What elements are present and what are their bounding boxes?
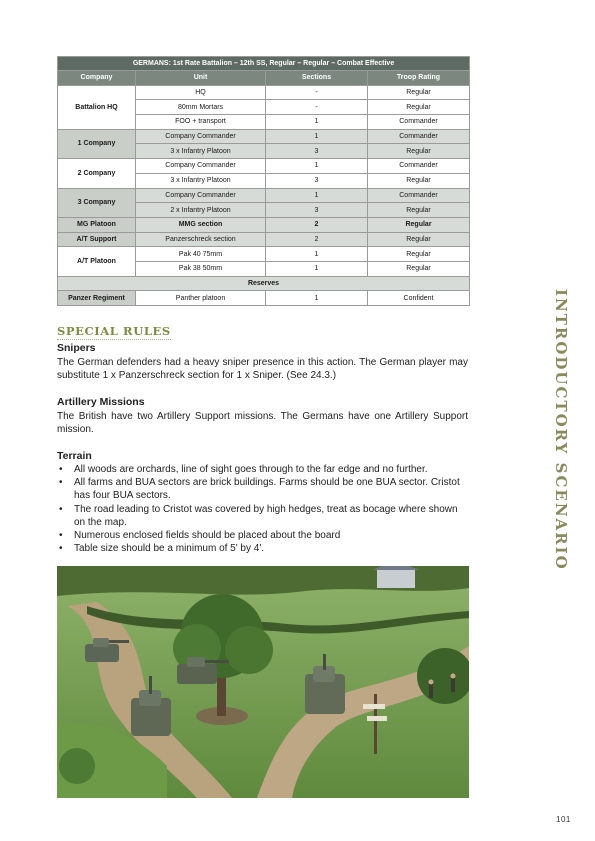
list-item: • All farms and BUA sectors are brick buildings. Farms should be one BUA sector. Cristot has four BUA sectors. (57, 476, 469, 502)
rating-cell: Regular (368, 85, 470, 100)
unit-cell: Company Commander (136, 159, 266, 174)
side-banner-text: INTRODUCTORY SCENARIO (552, 289, 570, 571)
sections-cell: 1 (266, 159, 368, 174)
unit-cell: 3 x Infantry Platoon (136, 144, 266, 159)
rating-cell: Commander (368, 115, 470, 130)
rating-cell: Regular (368, 144, 470, 159)
unit-cell: 2 x Infantry Platoon (136, 203, 266, 218)
table-row (58, 217, 470, 232)
group-1-company: 1 Company (58, 129, 136, 158)
group-battalion-hq: Battalion HQ (58, 85, 136, 129)
unit-cell: Panther platoon (136, 291, 266, 306)
sections-cell: 2 (266, 217, 368, 232)
list-item: • Numerous enclosed fields should be placed about the board (57, 529, 469, 542)
artillery-text: The British have two Artillery Support missions. The Germans have one Artillery Support mission. (57, 411, 468, 435)
column-header-unit: Unit (136, 71, 266, 86)
terrain-heading: Terrain (57, 450, 92, 462)
rating-cell: Regular (368, 232, 470, 247)
sections-cell: 1 (266, 247, 368, 262)
reserves-subheader: Reserves (58, 276, 470, 291)
rating-cell: Regular (368, 217, 470, 232)
unit-cell: 80mm Mortars (136, 100, 266, 115)
sections-cell: 2 (266, 232, 368, 247)
table-row (58, 276, 470, 291)
table-row (58, 232, 470, 247)
list-item: • Table size should be a minimum of 5' by 4'. (57, 542, 469, 555)
page-number: 101 (556, 815, 571, 824)
rating-cell: Regular (368, 203, 470, 218)
unit-cell: FOO + transport (136, 115, 266, 130)
sections-cell: - (266, 85, 368, 100)
sections-cell: 1 (266, 188, 368, 203)
sections-cell: 1 (266, 129, 368, 144)
group-3-company: 3 Company (58, 188, 136, 217)
group-at-support: A/T Support (58, 232, 136, 247)
sections-cell: 3 (266, 144, 368, 159)
unit-cell: Pak 38 50mm (136, 261, 266, 276)
table-row (58, 129, 470, 144)
group-mg-platoon: MG Platoon (58, 217, 136, 232)
table-row (58, 247, 470, 262)
unit-cell: MMG section (136, 217, 266, 232)
table-row (58, 188, 470, 203)
rating-cell: Commander (368, 159, 470, 174)
sections-cell: - (266, 100, 368, 115)
list-item: • The road leading to Cristot was covered by high hedges, treat as bocage where shown on the map. (57, 503, 469, 529)
unit-cell: Pak 40 75mm (136, 247, 266, 262)
tabletop-photo (57, 566, 469, 798)
sections-cell: 1 (266, 291, 368, 306)
column-header-sections: Sections (266, 71, 368, 86)
rating-cell: Regular (368, 173, 470, 188)
artillery-heading: Artillery Missions (57, 396, 145, 408)
table-row (58, 85, 470, 100)
column-header-troop-rating: Troop Rating (368, 71, 470, 86)
unit-cell: 3 x Infantry Platoon (136, 173, 266, 188)
order-of-battle-table (57, 56, 470, 306)
snipers-heading: Snipers (57, 342, 96, 354)
list-item: • All woods are orchards, line of sight goes through to the far edge and no further. (57, 463, 469, 476)
table-row (58, 291, 470, 306)
unit-cell: Panzerschreck section (136, 232, 266, 247)
sections-cell: 1 (266, 115, 368, 130)
rating-cell: Confident (368, 291, 470, 306)
rating-cell: Commander (368, 188, 470, 203)
farm-building (377, 568, 415, 588)
unit-cell: Company Commander (136, 188, 266, 203)
unit-cell: HQ (136, 85, 266, 100)
terrain-list (57, 463, 469, 555)
special-rules-title: SPECIAL RULES (57, 324, 171, 338)
rating-cell: Regular (368, 247, 470, 262)
group-2-company: 2 Company (58, 159, 136, 188)
sections-cell: 1 (266, 261, 368, 276)
sections-cell: 3 (266, 203, 368, 218)
group-at-platoon: A/T Platoon (58, 247, 136, 276)
group-panzer-regiment: Panzer Regiment (58, 291, 136, 306)
column-header-company: Company (58, 71, 136, 86)
rating-cell: Regular (368, 100, 470, 115)
table-row (58, 159, 470, 174)
snipers-text: The German defenders had a heavy sniper presence in this action. The German player may substitute 1 x Panzerschreck section for 1 x Sniper. (See 24.3.) (57, 357, 468, 381)
sections-cell: 3 (266, 173, 368, 188)
side-banner (533, 289, 589, 571)
unit-cell: Company Commander (136, 129, 266, 144)
rating-cell: Regular (368, 261, 470, 276)
rating-cell: Commander (368, 129, 470, 144)
table-title: GERMANS: 1st Rate Battalion – 12th SS, Regular – Regular – Combat Effective (58, 57, 470, 71)
